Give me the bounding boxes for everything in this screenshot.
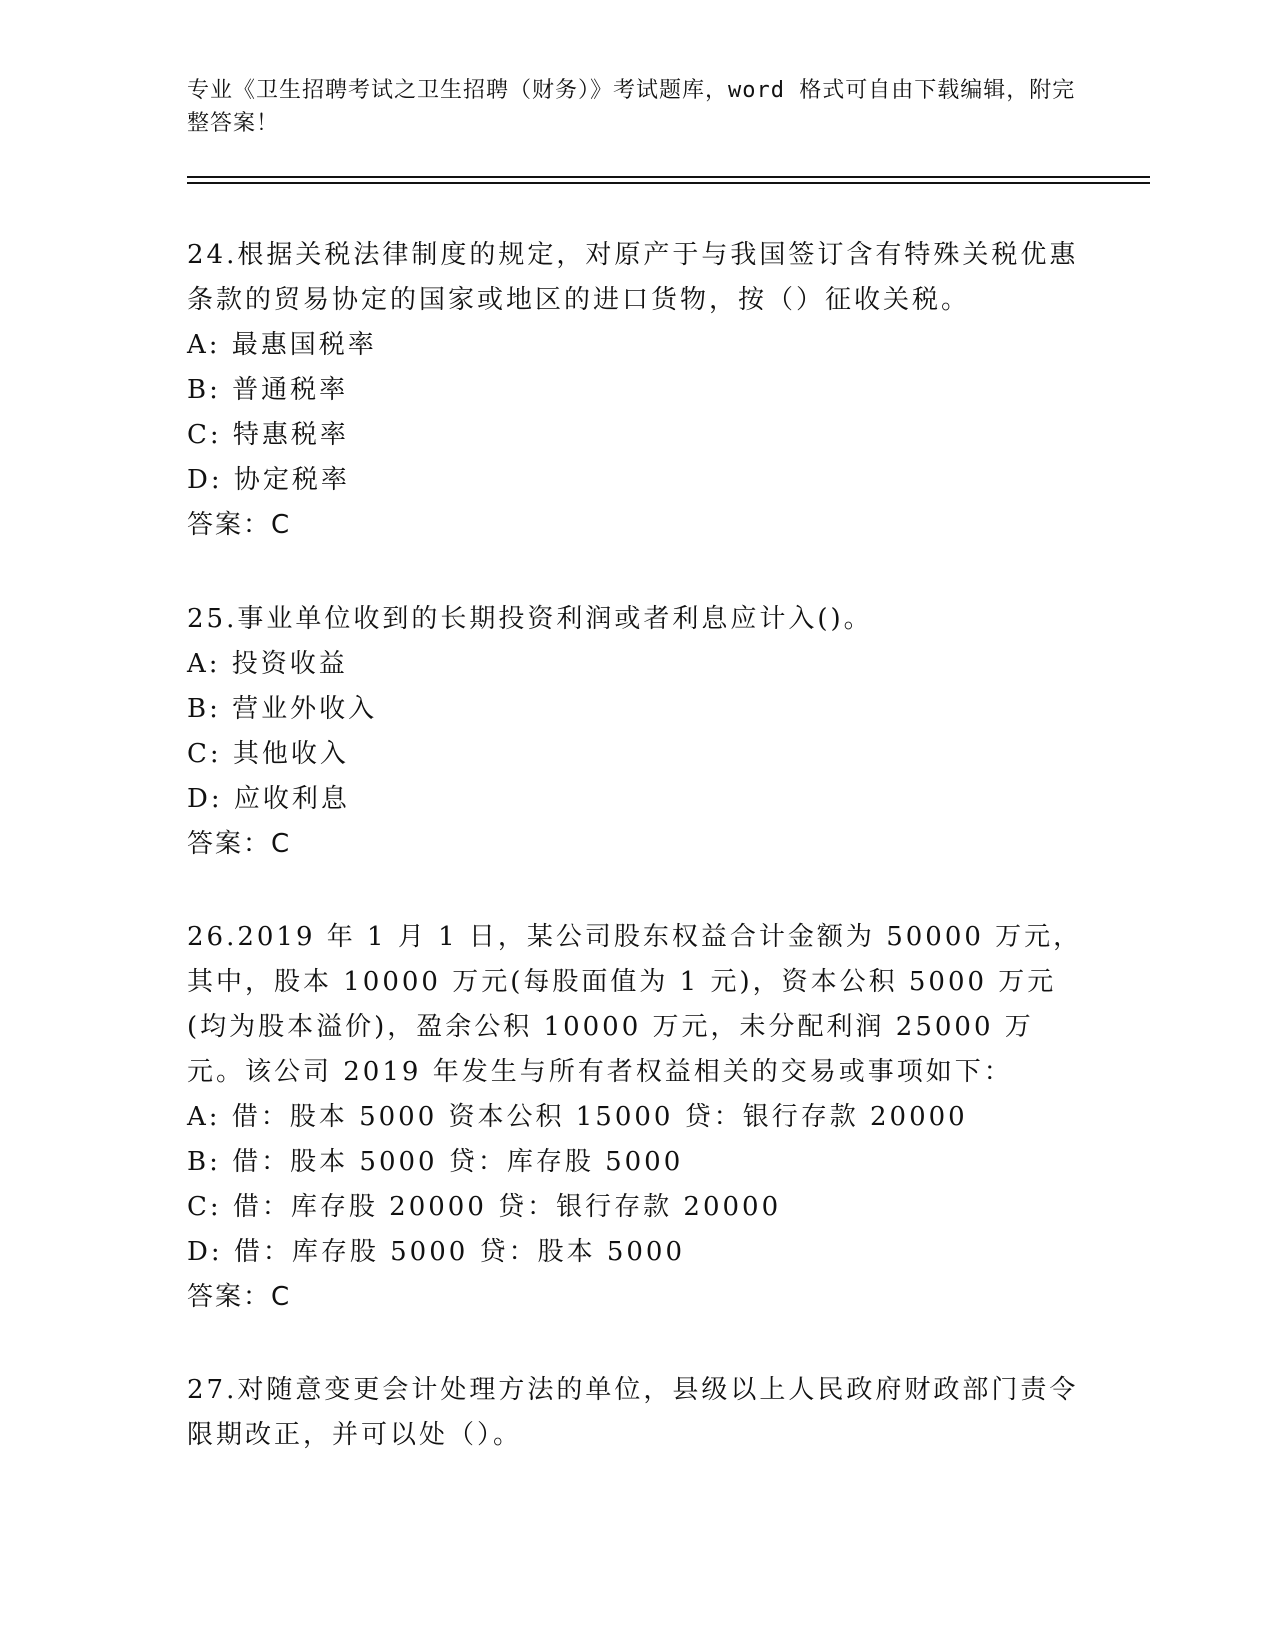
header-divider-bottom (187, 182, 1150, 184)
answer: 答案：C (187, 829, 292, 859)
question-24 (187, 233, 1087, 548)
option-b: B: 普通税率 (187, 375, 349, 405)
option-d: D: 借：库存股 5000 贷：股本 5000 (187, 1237, 686, 1267)
option-d: D: 应收利息 (187, 784, 350, 814)
question-stem: 27.对随意变更会计处理方法的单位，县级以上人民政府财政部门责令限期改正，并可以处（）。 (187, 1375, 1079, 1450)
option-a: A: 投资收益 (187, 649, 348, 679)
option-a: A: 最惠国税率 (187, 330, 377, 360)
option-c: C: 其他收入 (187, 739, 349, 769)
question-25 (187, 597, 1087, 867)
question-27 (187, 1368, 1087, 1458)
option-c: C: 借：库存股 20000 贷：银行存款 20000 (187, 1192, 782, 1222)
option-a: A: 借：股本 5000 资本公积 15000 贷：银行存款 20000 (187, 1102, 968, 1132)
question-stem: 25.事业单位收到的长期投资利润或者利息应计入()。 (187, 604, 873, 634)
answer: 答案：C (187, 510, 292, 540)
question-stem: 26.2019 年 1 月 1 日，某公司股东权益合计金额为 50000 万元，其中，股本 10000 万元(每股面值为 1 元)，资本公积 5000 万元(均为股本溢价)，盈余公积 10000 万元，未分配利润 25000 万元。该公司 2019 年发生与所有者权益相关的交易或事项如下： (187, 922, 1083, 1087)
answer: 答案：C (187, 1282, 292, 1312)
option-d: D: 协定税率 (187, 465, 350, 495)
document-header: 专业《卫生招聘考试之卫生招聘（财务）》考试题库，word 格式可自由下载编辑，附完整答案！ (187, 78, 1076, 136)
question-stem: 24.根据关税法律制度的规定，对原产于与我国签订含有特殊关税优惠条款的贸易协定的国家或地区的进口货物，按（）征收关税。 (187, 240, 1079, 315)
question-26 (187, 915, 1087, 1320)
option-c: C: 特惠税率 (187, 420, 349, 450)
option-b: B: 营业外收入 (187, 694, 378, 724)
header-divider-top (187, 176, 1150, 178)
option-b: B: 借：股本 5000 贷：库存股 5000 (187, 1147, 684, 1177)
